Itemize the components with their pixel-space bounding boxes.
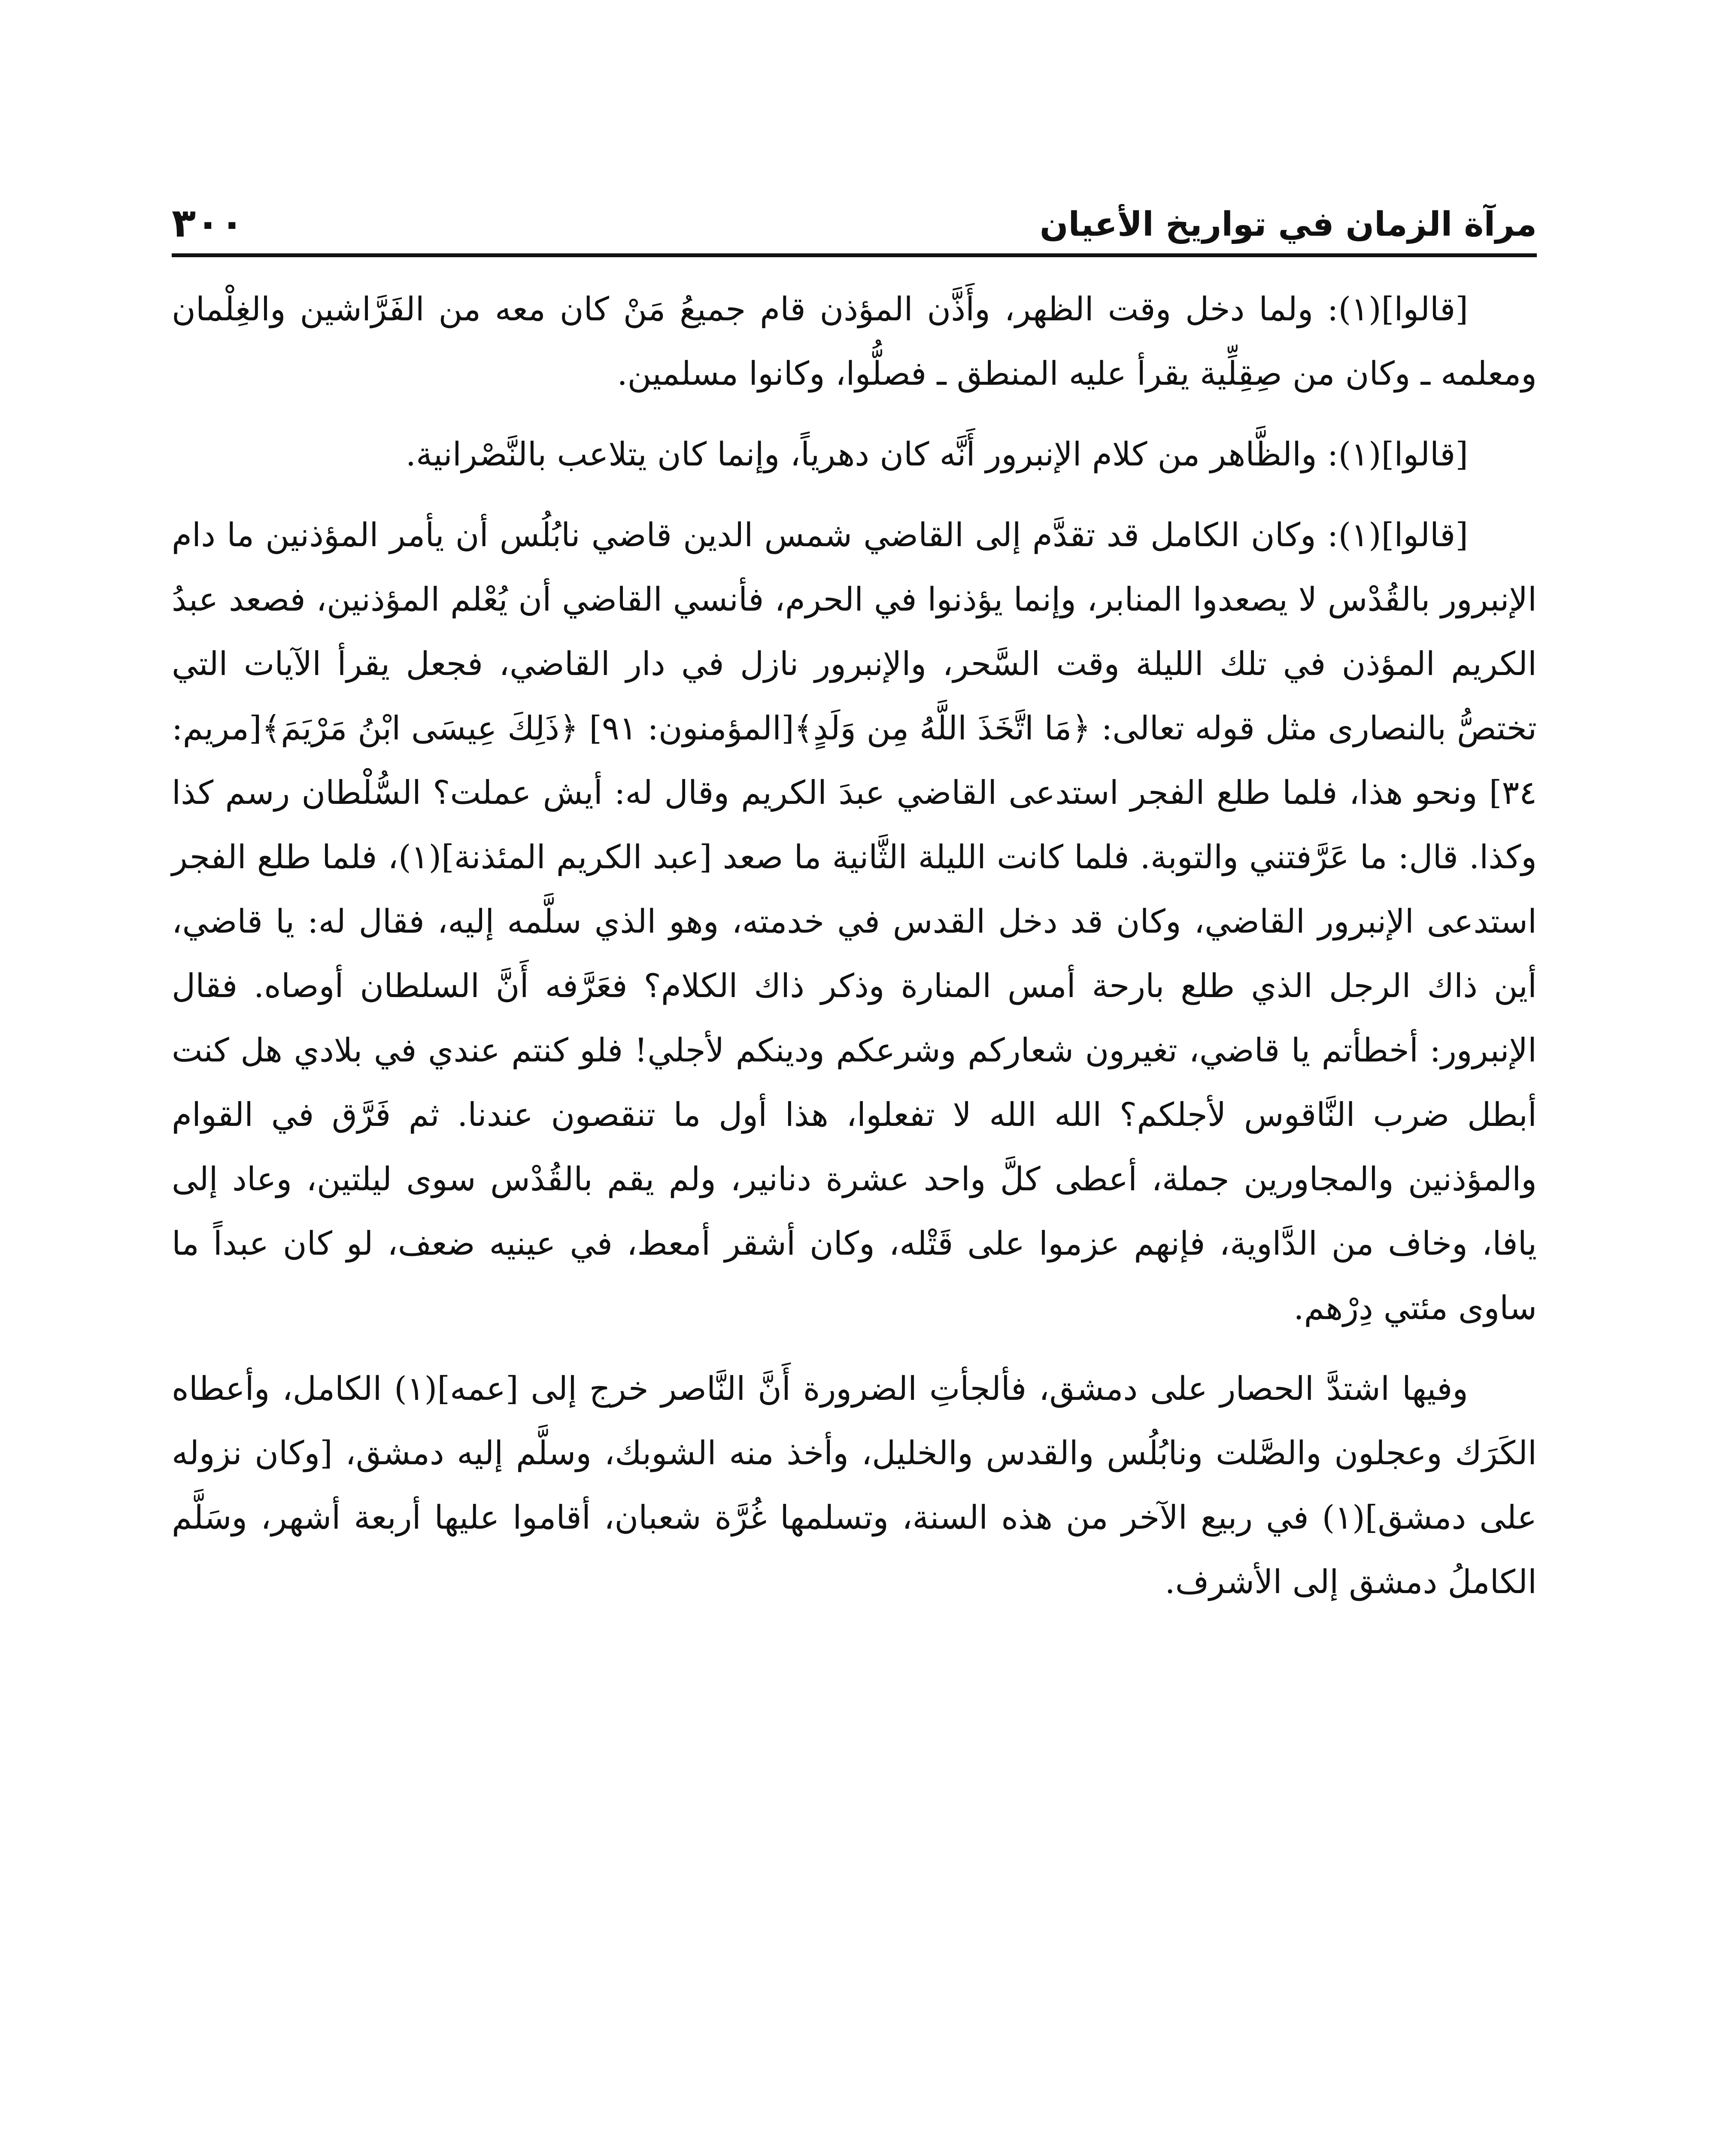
- paragraph-4: وفيها اشتدَّ الحصار على دمشق، فألجأتِ الضرورة أَنَّ النَّاصر خرج إلى [عمه](١) الكامل، وأعطاه الكَرَك وعجلون والصَّلت ونابُلُس والقدس والخليل، وأخذ منه الشوبك، وسلَّم إليه دمشق، [وكان نزوله على دمشق](١) في ربيع الآخر من هذه السنة، وتسلمها غُرَّة شعبان، أقاموا عليها أربعة أشهر، وسَلَّم الكاملُ دمشق إلى الأشرف.: [172, 1369, 1537, 1601]
- page-number: ٣٠٠: [172, 200, 244, 246]
- paragraph-3: [قالوا](١): وكان الكامل قد تقدَّم إلى القاضي شمس الدين قاضي نابُلُس أن يأمر المؤذنين ما دام الإنبرور بالقُدْس لا يصعدوا المنابر، وإنما يؤذنوا في الحرم، فأنسي القاضي أن يُعْلم المؤذنين، فصعد عبدُ الكريم المؤذن في تلك الليلة وقت السَّحر، والإنبرور نازل في دار القاضي، فجعل يقرأ الآيات التي تختصُّ بالنصارى مثل قوله تعالى: ﴿مَا اتَّخَذَ اللَّهُ مِن وَلَدٍ﴾[المؤمنون: ٩١] ﴿ذَلِكَ عِيسَى ابْنُ مَرْيَمَ﴾[مريم: ٣٤] ونحو هذا، فلما طلع الفجر استدعى القاضي عبدَ الكريم وقال له: أيش عملت؟ السُّلْطان رسم كذا وكذا. قال: ما عَرَّفتني والتوبة. فلما كانت الليلة الثَّانية ما صعد [عبد الكريم المئذنة](١)، فلما طلع الفجر استدعى الإنبرور القاضي، وكان قد دخل القدس في خدمته، وهو الذي سلَّمه إليه، فقال له: يا قاضي، أين ذاك الرجل الذي طلع بارحة أمس المنارة وذكر ذاك الكلام؟ فعَرَّفه أَنَّ السلطان أوصاه. فقال الإنبرور: أخطأتم يا قاضي، تغيرون شعاركم وشرعكم ودينكم لأجلي! فلو كنتم عندي في بلادي هل كنت أبطل ضرب النَّاقوس لأجلكم؟ الله الله لا تفعلوا، هذا أول ما تنقصون عندنا. ثم فَرَّق في القوام والمؤذنين والمجاورين جملة، أعطى كلَّ واحد عشرة دنانير، ولم يقم بالقُدْس سوى ليلتين، وعاد إلى يافا، وخاف من الدَّاوية، فإنهم عزموا على قَتْله، وكان أشقر أمعط، في عينيه ضعف، لو كان عبداً ما ساوى مئتي دِرْهم.: [172, 516, 1537, 1327]
- main-text: [172, 277, 1537, 1630]
- paragraph-1: [قالوا](١): ولما دخل وقت الظهر، وأَذَّن المؤذن قام جميعُ مَنْ كان معه من الفَرَّاشين والغِلْمان ومعلمه ـ وكان من صِقِلِّية يقرأ عليه المنطق ـ فصلُّوا، وكانوا مسلمين.: [172, 290, 1537, 392]
- page-header: [172, 185, 1537, 249]
- header-divider: [172, 253, 1537, 257]
- running-title: مرآة الزمان في تواريخ الأعيان: [1039, 205, 1537, 244]
- paragraph-2: [قالوا](١): والظَّاهر من كلام الإنبرور أَنَّه كان دهرياً، وإنما كان يتلاعب بالنَّصْرانية.: [405, 435, 1468, 473]
